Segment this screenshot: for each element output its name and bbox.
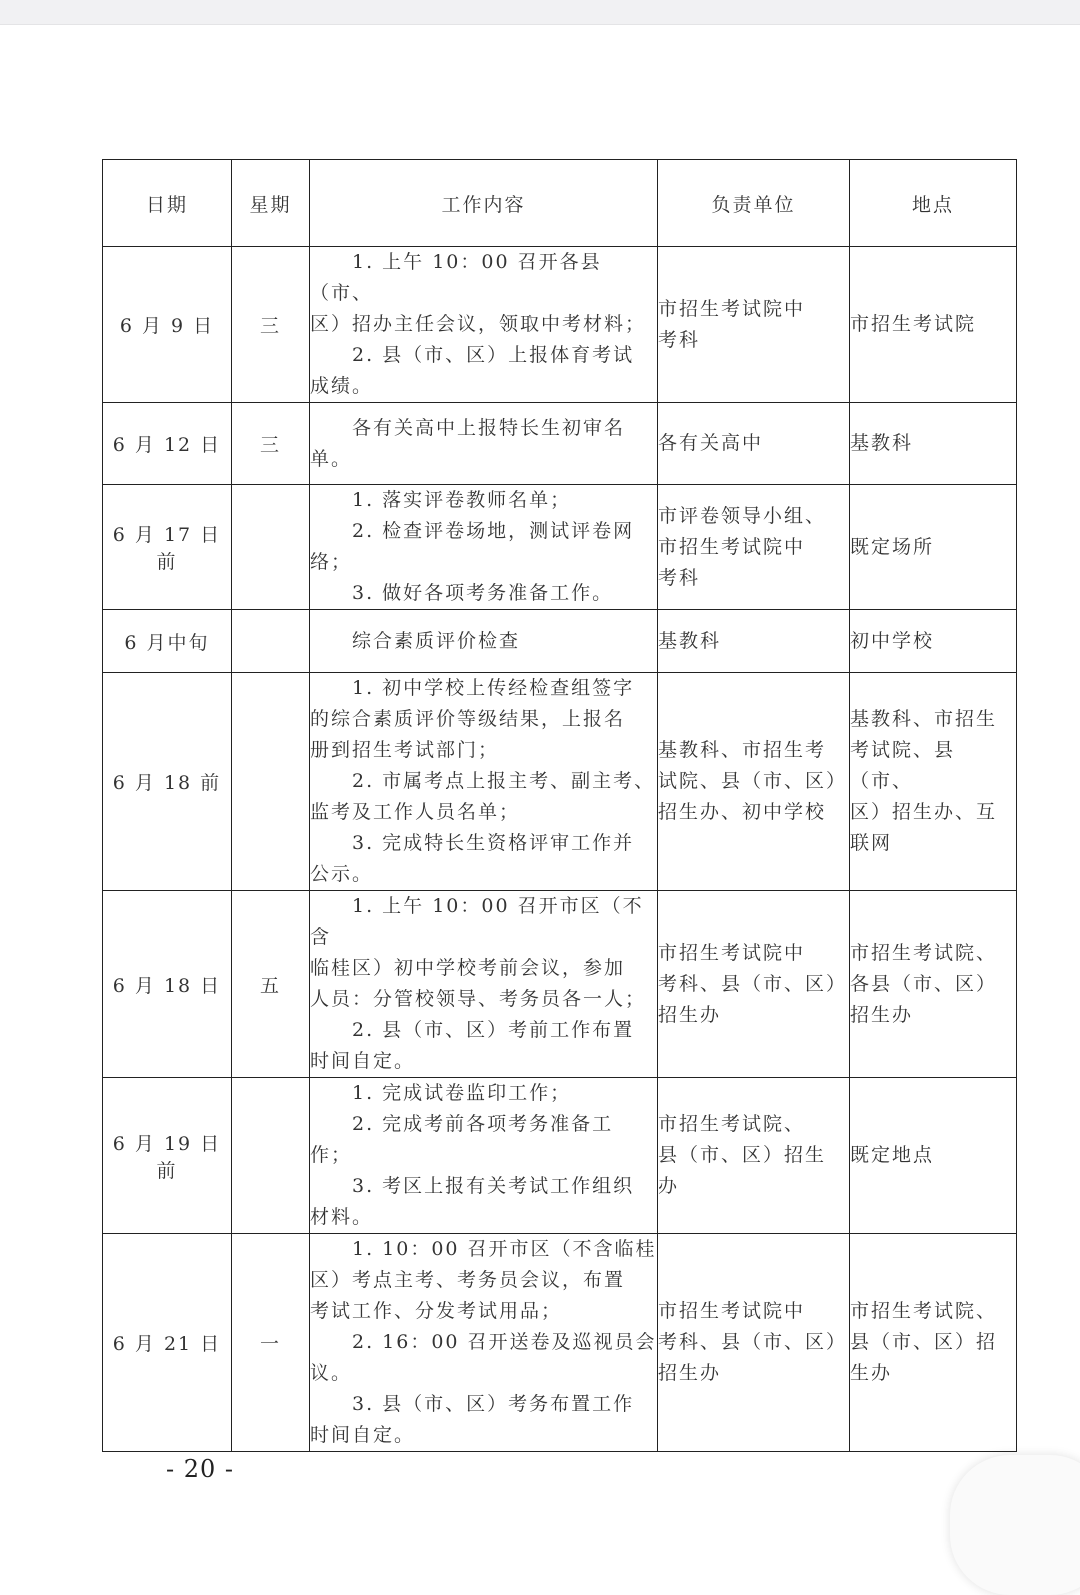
dept-line: 考科、县（市、区）	[658, 1331, 848, 1353]
table-row	[103, 403, 1017, 485]
cell-date: 6 月 19 日前	[103, 1078, 232, 1234]
cell-date: 6 月 9 日	[103, 247, 232, 403]
cell-dept	[658, 485, 850, 610]
content-line: 1. 上午 10：00 召开各县（市、	[310, 251, 602, 304]
content-line: 1. 上午 10：00 召开市区（不含	[310, 895, 644, 948]
content-line: 络；	[310, 551, 353, 573]
cell-date: 6 月 18 日	[103, 891, 232, 1078]
dept-line: 办	[658, 1175, 680, 1197]
dept-line: 基教科	[658, 629, 722, 652]
place-line: 初中学校	[850, 629, 935, 652]
cell-place	[850, 1234, 1017, 1452]
cell-content	[310, 610, 658, 673]
dept-line: 市招生考试院、	[658, 1113, 806, 1135]
table-row	[103, 673, 1017, 891]
content-line: 议。	[310, 1362, 353, 1384]
cell-dept	[658, 1078, 850, 1234]
content-line: 单。	[310, 447, 353, 470]
content-line: 的综合素质评价等级结果，上报名	[310, 708, 626, 730]
cell-place	[850, 247, 1017, 403]
cell-place	[850, 673, 1017, 891]
cell-dept	[658, 673, 850, 891]
cell-content	[310, 673, 658, 891]
header-weekday: 星期	[232, 160, 310, 247]
place-line: 市招生考试院、	[850, 1300, 998, 1322]
content-line: 监考及工作人员名单；	[310, 801, 521, 823]
cell-place	[850, 891, 1017, 1078]
place-line: 考试院、县（市、	[850, 739, 956, 792]
content-line: 1. 初中学校上传经检查组签字	[352, 677, 635, 699]
dept-line: 市招生考试院中	[658, 297, 806, 320]
content-line: 区）考点主考、考务员会议，布置	[310, 1269, 626, 1291]
content-line: 2. 完成考前各项考务准备工	[352, 1113, 614, 1135]
cell-dept	[658, 247, 850, 403]
schedule-table	[102, 159, 1017, 1452]
table-row	[103, 247, 1017, 403]
place-line: 生办	[850, 1362, 893, 1384]
dept-line: 招生办	[658, 1003, 722, 1026]
dept-line: 市评卷领导小组、	[658, 504, 827, 527]
dept-line: 考科、县（市、区）	[658, 972, 848, 995]
cell-date: 6 月 12 日	[103, 403, 232, 485]
dept-line: 考科	[658, 328, 701, 351]
content-line: 公示。	[310, 863, 374, 885]
cell-weekday	[232, 610, 310, 673]
content-line: 时间自定。	[310, 1424, 416, 1446]
content-line: 作；	[310, 1144, 353, 1166]
cell-weekday: 三	[232, 403, 310, 485]
cell-weekday: 一	[232, 1234, 310, 1452]
header-dept: 负责单位	[658, 160, 850, 247]
cell-weekday	[232, 673, 310, 891]
content-line: 材料。	[310, 1206, 374, 1228]
corner-overlay	[950, 1455, 1080, 1595]
cell-date: 6 月中旬	[103, 610, 232, 673]
place-line: 基教科、市招生	[850, 708, 998, 730]
header-content: 工作内容	[310, 160, 658, 247]
dept-line: 招生办、初中学校	[658, 801, 827, 823]
content-line: 1. 完成试卷监印工作；	[352, 1082, 572, 1104]
place-line: 招生办	[850, 1003, 914, 1026]
dept-line: 市招生考试院中	[658, 1300, 806, 1322]
place-line: 区）招生办、互	[850, 801, 998, 823]
place-line: 基教科	[850, 432, 914, 454]
cell-content	[310, 247, 658, 403]
content-line: 人员：分管校领导、考务员各一人；	[310, 988, 647, 1010]
page-number: - 20 -	[166, 1455, 235, 1483]
content-line: 2. 16：00 召开送卷及巡视员会	[352, 1331, 657, 1353]
content-line: 2. 县（市、区）考前工作布置	[352, 1019, 635, 1041]
dept-line: 招生办	[658, 1362, 722, 1384]
cell-dept	[658, 1234, 850, 1452]
cell-weekday: 五	[232, 891, 310, 1078]
cell-place	[850, 1078, 1017, 1234]
cell-dept	[658, 403, 850, 485]
content-line: 2. 县（市、区）上报体育考试	[352, 344, 635, 366]
place-line: 市招生考试院	[850, 313, 977, 335]
content-line: 区）招办主任会议，领取中考材料；	[310, 313, 647, 335]
content-line: 成绩。	[310, 375, 374, 397]
dept-line: 市招生考试院中	[658, 941, 806, 964]
cell-place	[850, 485, 1017, 610]
table-row	[103, 610, 1017, 673]
cell-weekday	[232, 1078, 310, 1234]
content-line: 1. 10：00 召开市区（不含临桂	[352, 1238, 657, 1260]
content-line: 考试工作、分发考试用品；	[310, 1300, 563, 1322]
dept-line: 各有关高中	[658, 432, 764, 454]
cell-weekday	[232, 485, 310, 610]
dept-line: 基教科、市招生考	[658, 739, 827, 761]
header-date: 日期	[103, 160, 232, 247]
content-line: 临桂区）初中学校考前会议，参加	[310, 957, 626, 979]
place-line: 各县（市、区）	[850, 972, 998, 995]
content-line: 2. 检查评卷场地，测试评卷网	[352, 520, 635, 542]
content-line: 2. 市属考点上报主考、副主考、	[352, 770, 656, 792]
table-row	[103, 1078, 1017, 1234]
content-line: 各有关高中上报特长生初审名	[352, 416, 626, 439]
place-line: 既定场所	[850, 535, 935, 558]
cell-content	[310, 1234, 658, 1452]
content-line: 时间自定。	[310, 1050, 416, 1072]
cell-content	[310, 403, 658, 485]
table-row	[103, 1234, 1017, 1452]
cell-content	[310, 891, 658, 1078]
header-place: 地点	[850, 160, 1017, 247]
place-line: 县（市、区）招	[850, 1331, 998, 1353]
content-line: 3. 县（市、区）考务布置工作	[352, 1393, 635, 1415]
dept-line: 县（市、区）招生	[658, 1144, 827, 1166]
dept-line: 市招生考试院中	[658, 535, 806, 558]
header-row	[103, 160, 1017, 247]
dept-line: 试院、县（市、区）	[658, 770, 848, 792]
place-line: 市招生考试院、	[850, 941, 998, 964]
content-line: 3. 考区上报有关考试工作组织	[352, 1175, 635, 1197]
content-line: 册到招生考试部门；	[310, 739, 500, 761]
dept-line: 考科	[658, 566, 701, 589]
cell-place	[850, 403, 1017, 485]
content-line: 综合素质评价检查	[352, 629, 521, 652]
cell-place	[850, 610, 1017, 673]
cell-dept	[658, 891, 850, 1078]
cell-dept	[658, 610, 850, 673]
cell-content	[310, 1078, 658, 1234]
top-bar	[0, 0, 1080, 25]
table-row	[103, 485, 1017, 610]
content-line: 3. 做好各项考务准备工作。	[352, 582, 614, 604]
table-row	[103, 891, 1017, 1078]
content-line: 3. 完成特长生资格评审工作并	[352, 832, 635, 854]
cell-weekday: 三	[232, 247, 310, 403]
place-line: 既定地点	[850, 1144, 935, 1166]
cell-date: 6 月 21 日	[103, 1234, 232, 1452]
cell-content	[310, 485, 658, 610]
cell-date: 6 月 17 日前	[103, 485, 232, 610]
content-line: 1. 落实评卷教师名单；	[352, 489, 572, 511]
cell-date: 6 月 18 前	[103, 673, 232, 891]
place-line: 联网	[850, 832, 893, 854]
